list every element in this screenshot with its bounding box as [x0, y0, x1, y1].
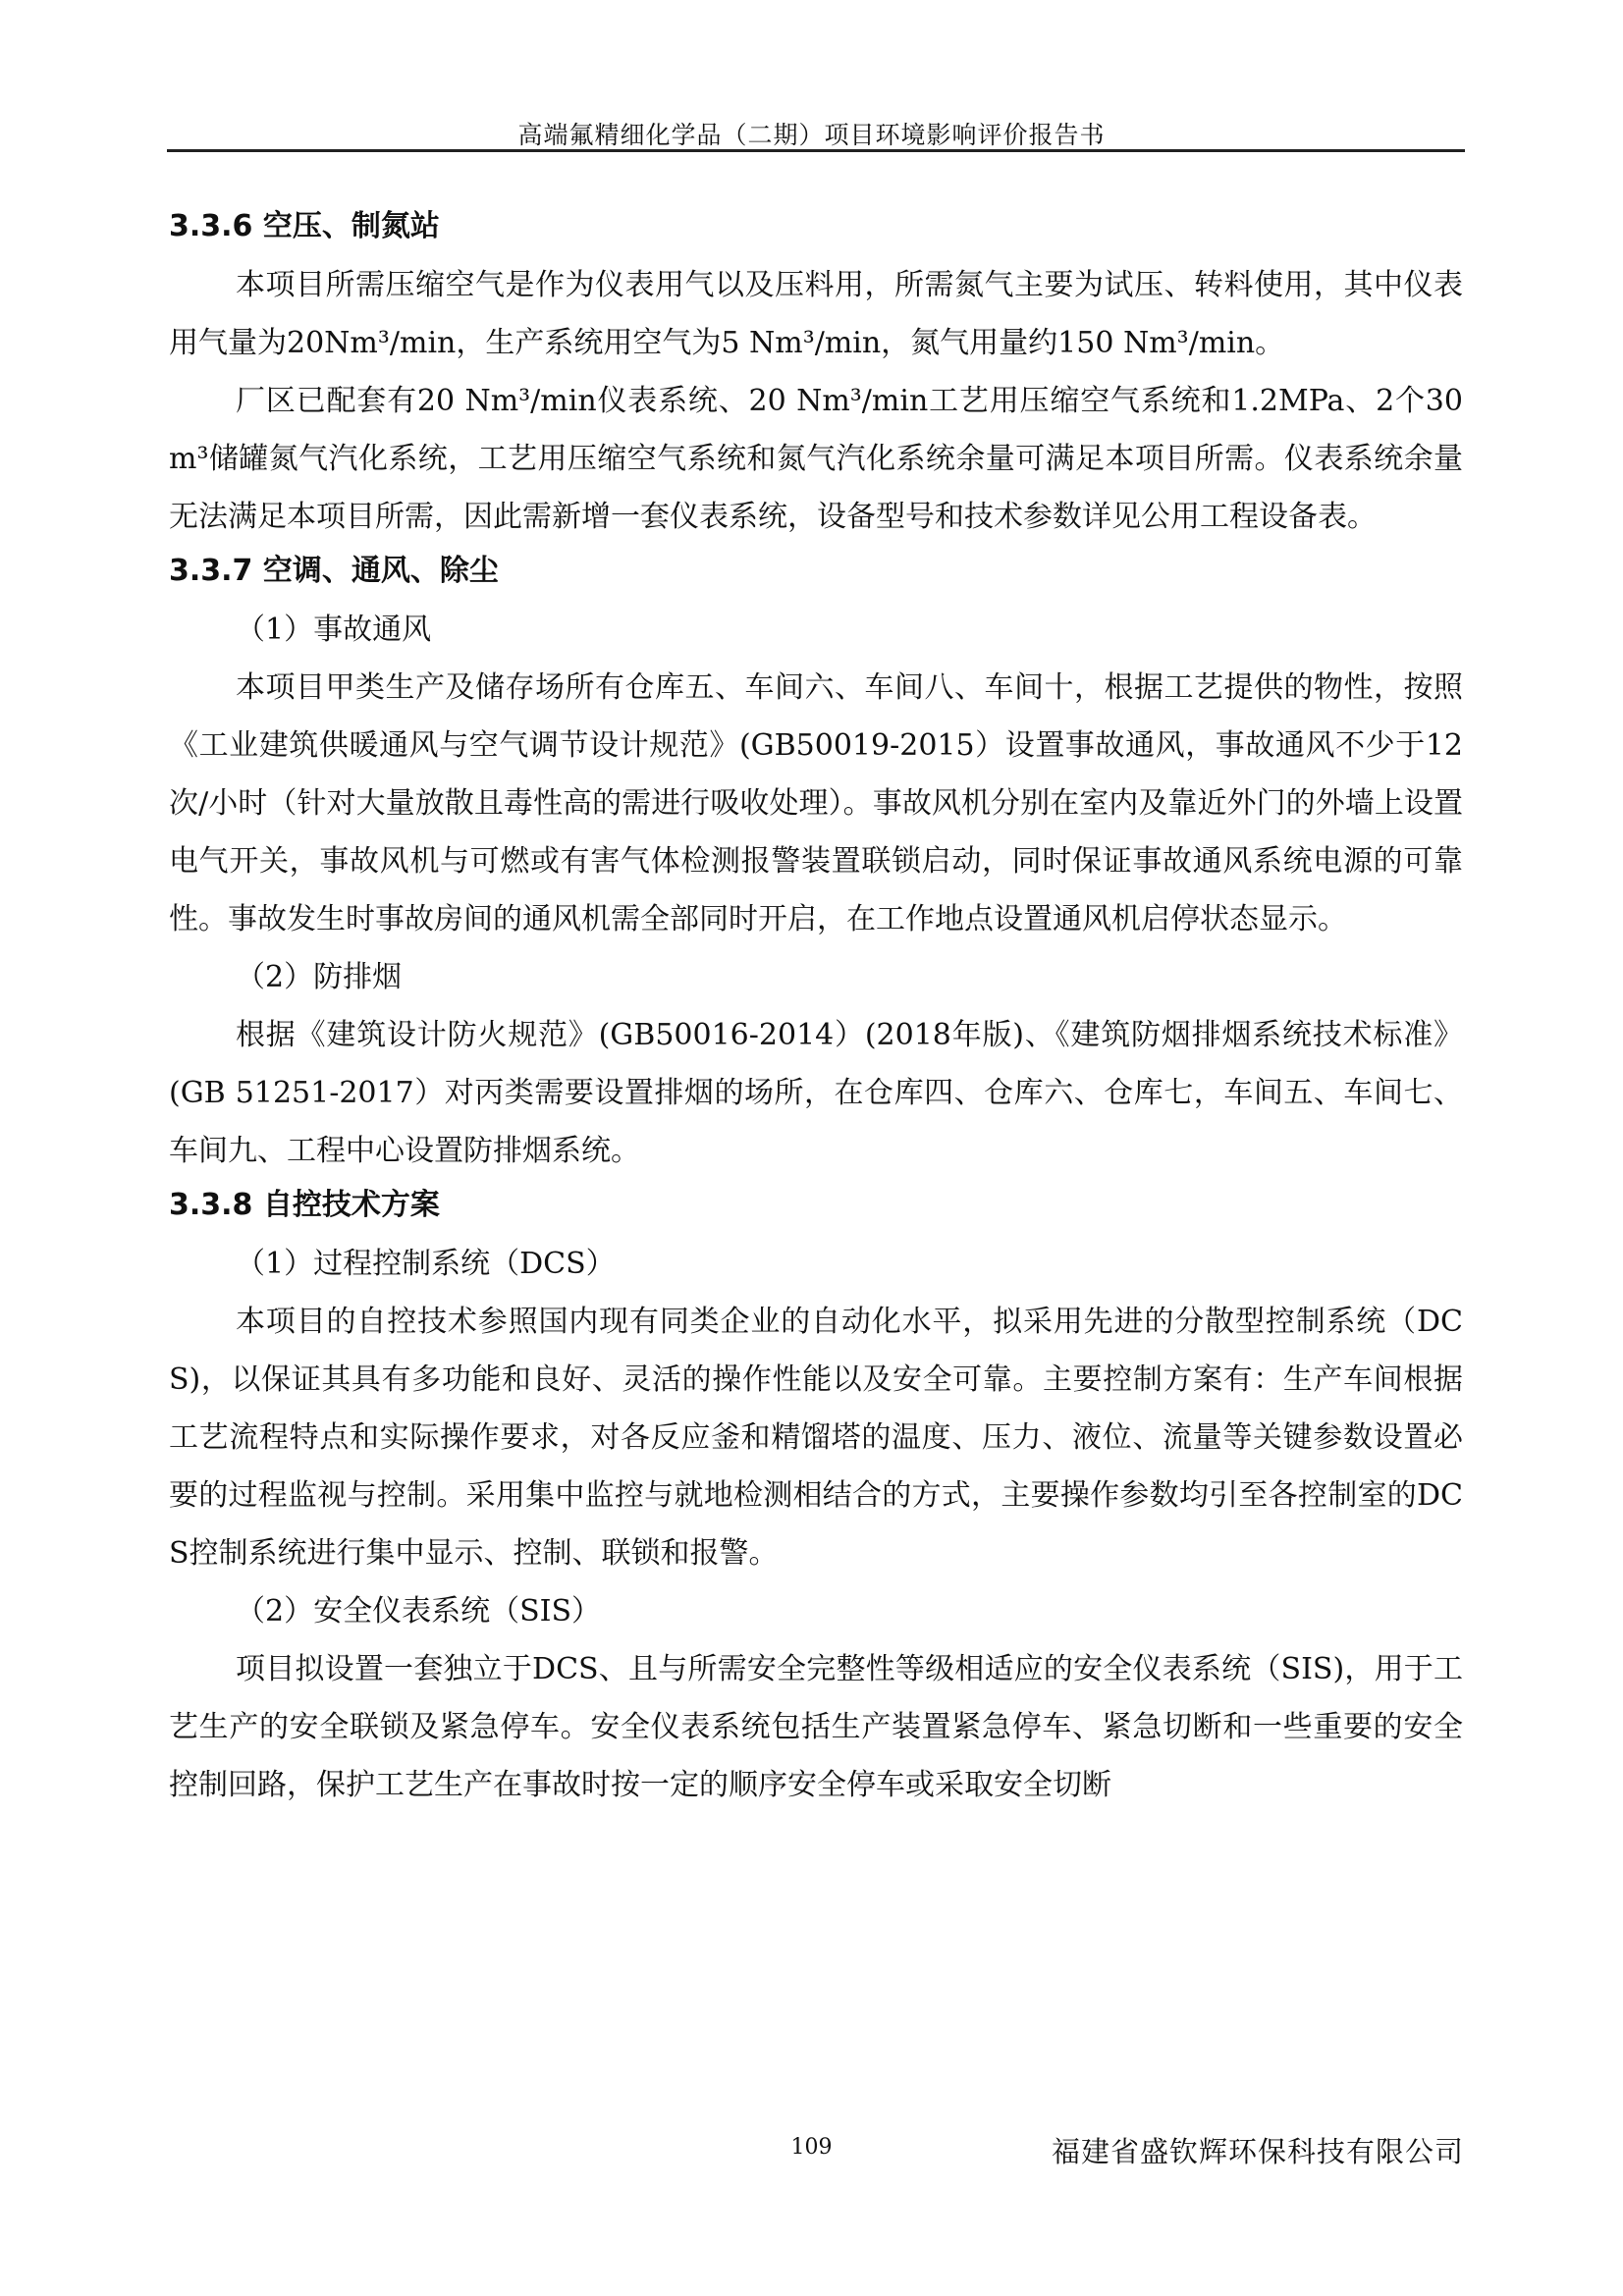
document-body	[169, 201, 1463, 1814]
company-name: 福建省盛钦辉环保科技有限公司	[1051, 2135, 1464, 2168]
header-divider	[167, 149, 1465, 152]
paragraph: 厂区已配套有20 Nm³/min仪表系统、20 Nm³/min工艺用压缩空气系统和1.2MPa、2个30m³储罐氮气汽化系统，工艺用压缩空气系统和氮气汽化系统余量可满足本项目所需。仪表系统余量无法满足本项目所需，因此需新增一套仪表系统，设备型号和技术参数详见公用工程设备表。	[169, 384, 1463, 534]
subsection-label: （2）安全仪表系统（SIS）	[236, 1594, 602, 1629]
subsection-label: （1）过程控制系统（DCS）	[236, 1247, 616, 1281]
section-heading-3-3-7: 3.3.7 空调、通风、除尘	[169, 554, 499, 588]
section-heading-3-3-6: 3.3.6 空压、制氮站	[169, 209, 440, 243]
page-number: 109	[790, 2135, 833, 2160]
running-header: 高端氟精细化学品（二期）项目环境影响评价报告书	[517, 121, 1106, 149]
paragraph: 本项目甲类生产及储存场所有仓库五、车间六、车间八、车间十，根据工艺提供的物性，按照《工业建筑供暖通风与空气调节设计规范》(GB50019-2015）设置事故通风，事故通风不少于12次/小时（针对大量放散且毒性高的需进行吸收处理）。事故风机分别在室内及靠近外门的外墙上设置电气开关，事故风机与可燃或有害气体检测报警装置联锁启动，同时保证事故通风系统电源的可靠性。事故发生时事故房间的通风机需全部同时开启，在工作地点设置通风机启停状态显示。	[169, 670, 1463, 936]
paragraph: 项目拟设置一套独立于DCS、且与所需安全完整性等级相适应的安全仪表系统（SIS)，用于工艺生产的安全联锁及紧急停车。安全仪表系统包括生产装置紧急停车、紧急切断和一些重要的安全控制回路，保护工艺生产在事故时按一定的顺序安全停车或采取安全切断	[169, 1652, 1463, 1802]
section-heading-3-3-8: 3.3.8 自控技术方案	[169, 1188, 440, 1222]
paragraph: 本项目所需压缩空气是作为仪表用气以及压料用，所需氮气主要为试压、转料使用，其中仪表用气量为20Nm³/min，生产系统用空气为5 Nm³/min，氮气用量约150 Nm³/min。	[169, 268, 1463, 360]
paragraph: 根据《建筑设计防火规范》(GB50016-2014）(2018年版)、《建筑防烟排烟系统技术标准》(GB 51251-2017）对丙类需要设置排烟的场所，在仓库四、仓库六、仓库七，车间五、车间七、车间九、工程中心设置防排烟系统。	[169, 1018, 1463, 1168]
subsection-label: （1）事故通风	[236, 613, 432, 647]
subsection-label: （2）防排烟	[236, 960, 403, 994]
paragraph: 本项目的自控技术参照国内现有同类企业的自动化水平，拟采用先进的分散型控制系统（DCS)，以保证其具有多功能和良好、灵活的操作性能以及安全可靠。主要控制方案有：生产车间根据工艺流程特点和实际操作要求，对各反应釜和精馏塔的温度、压力、液位、流量等关键参数设置必要的过程监视与控制。采用集中监控与就地检测相结合的方式，主要操作参数均引至各控制室的DCS控制系统进行集中显示、控制、联锁和报警。	[169, 1305, 1463, 1571]
